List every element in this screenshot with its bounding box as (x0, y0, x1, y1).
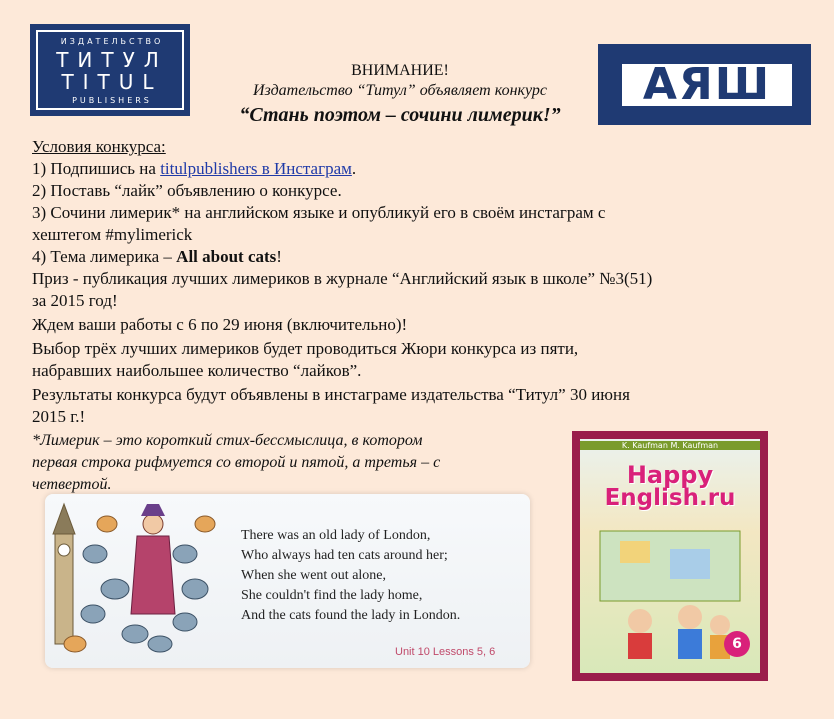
condition-3-line2: хештегом #mylimerick (32, 225, 193, 244)
attention-heading: ВНИМАНИЕ! (351, 62, 449, 79)
condition-1-prefix: 1) Подпишись на (32, 159, 161, 178)
jury-line1: Выбор трёх лучших лимериков будет проводиться Жюри конкурса из пяти, (32, 339, 579, 358)
poem-line: She couldn't find the lady home, (241, 588, 423, 603)
cats-illustration (45, 494, 235, 668)
limerick-illustration (45, 494, 530, 668)
book-title-english: English.ru (604, 485, 736, 511)
conditions-heading: Условия конкурса: (32, 137, 166, 156)
condition-1 (32, 158, 356, 180)
dates-text: Ждем ваши работы с 6 по 29 июня (включительно)! (32, 315, 408, 334)
instagram-link[interactable]: titulpublishers в Инстаграм (160, 159, 352, 178)
jury-line2: набравших наибольшее количество “лайков”. (32, 361, 362, 380)
condition-4-prefix: 4) Тема лимерика – (32, 247, 177, 266)
grade-badge: 6 (724, 631, 750, 657)
titul-publishers-logo (30, 24, 190, 116)
poem-line: There was an old lady of London, (241, 528, 431, 543)
footnote-line3: четвертой. (32, 476, 112, 493)
condition-4-suffix: ! (276, 247, 282, 266)
titul-logo-bottom-text: PUBLISHERS (72, 96, 152, 105)
ayash-logo (598, 44, 811, 125)
happy-english-book-cover (572, 431, 768, 681)
lesson-label: Unit 10 Lessons 5, 6 (395, 646, 496, 658)
condition-4 (32, 246, 282, 268)
prize-line1: Приз - публикация лучших лимериков в журнале “Английский язык в школе” №3(51) (32, 269, 653, 288)
titul-logo-top-text: ИЗДАТЕЛЬСТВО (60, 37, 164, 46)
condition-4-theme: All about cats (176, 247, 277, 266)
condition-1-suffix: . (351, 159, 357, 178)
announce-text: Издательство “Титул” объявляет конкурс (253, 82, 547, 99)
footnote-line1: *Лимерик – это короткий стих-бессмыслица, в котором (32, 432, 423, 449)
poem-line: Who always had ten cats around her; (241, 548, 448, 563)
poem-line: When she went out alone, (241, 568, 387, 583)
prize-line2: за 2015 год! (32, 291, 118, 310)
limerick-poem (241, 526, 460, 626)
titul-logo-line1: ТИТУЛ (56, 48, 168, 72)
titul-logo-line2: TITUL (61, 70, 163, 94)
contest-title: “Стань поэтом – сочини лимерик!” (239, 104, 561, 126)
results-line2: 2015 г.! (32, 407, 86, 426)
results-line1: Результаты конкурса будут объявлены в инстаграме издательства “Титул” 30 июня (32, 385, 630, 404)
poem-line: And the cats found the lady in London. (241, 608, 461, 623)
condition-3-line1: 3) Сочини лимерик* на английском языке и опубликуй его в своём инстаграм с (32, 203, 606, 222)
footnote-line2: первая строка рифмуется со второй и пятой, а третья – с (32, 454, 441, 471)
book-title-happy: Happy (626, 461, 714, 489)
ayash-logo-text: АЯШ (642, 59, 772, 110)
book-authors: K. Kaufman M. Kaufman (580, 441, 760, 450)
condition-2: 2) Поставь “лайк” объявлению о конкурсе. (32, 181, 342, 200)
